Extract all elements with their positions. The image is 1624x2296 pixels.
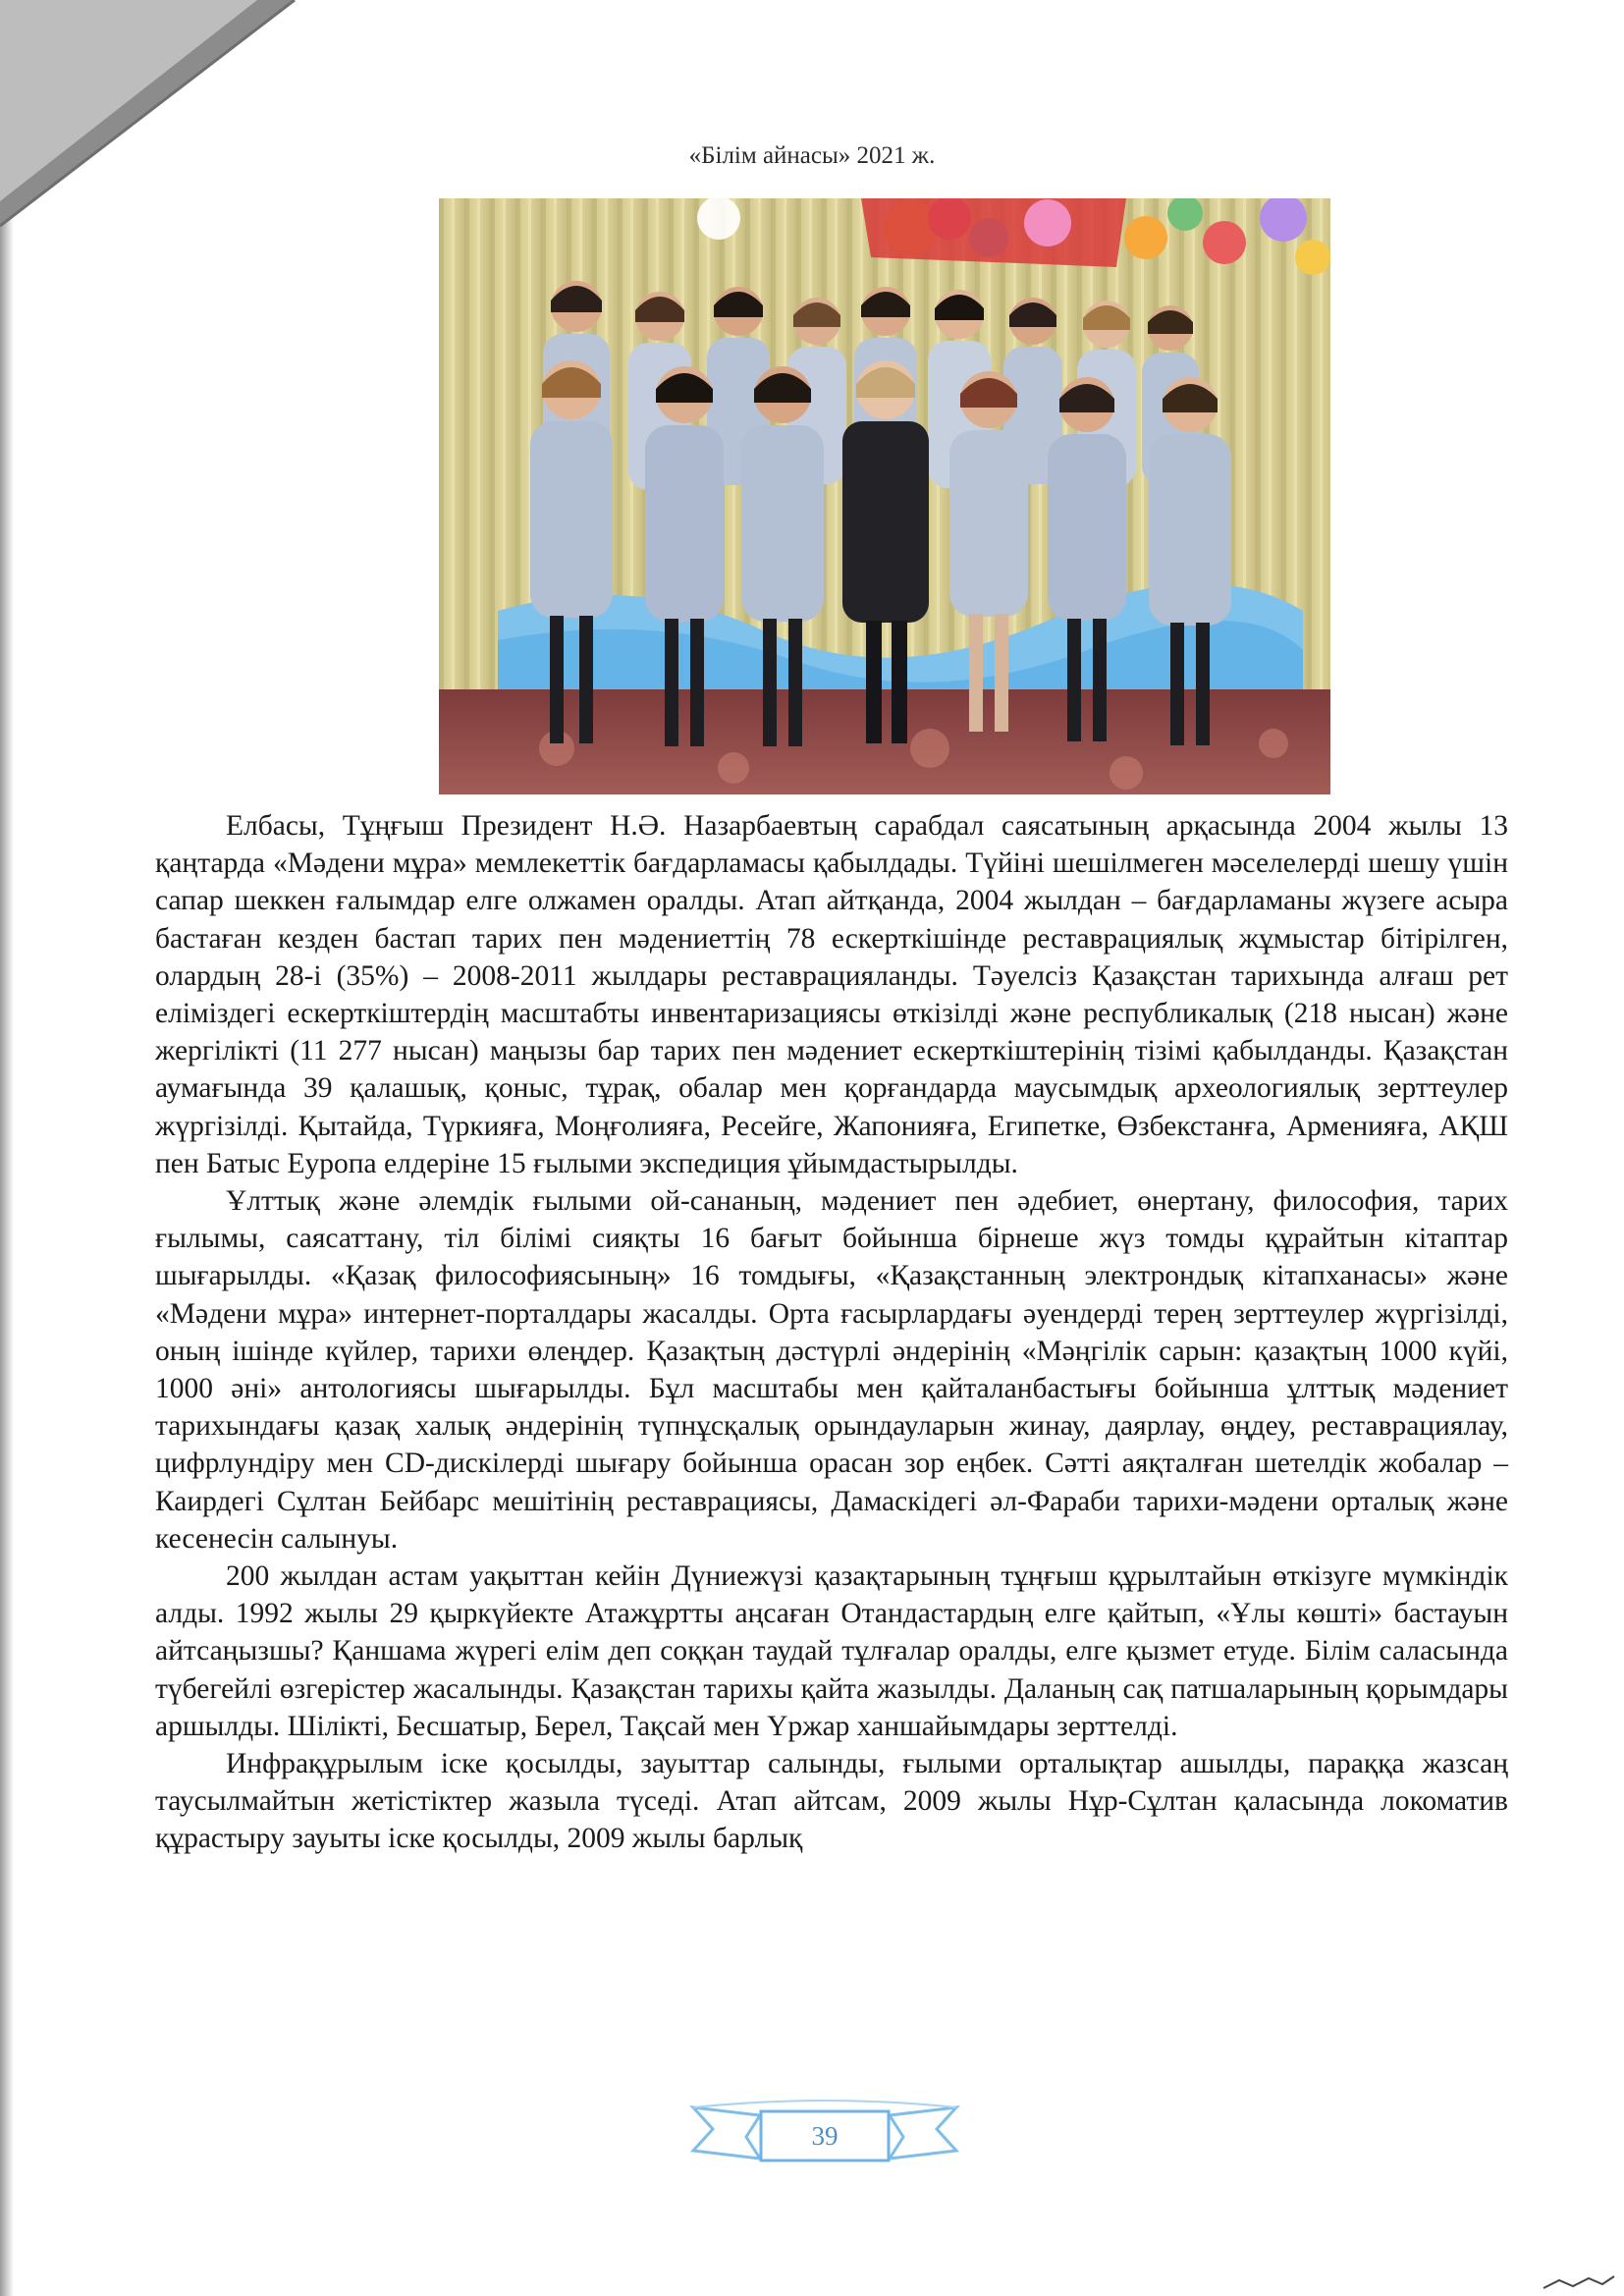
- article-body: [155, 807, 1508, 1858]
- paragraph: 200 жылдан астам уақыттан кейін Дүниежүзі қазақтарының тұңғыш құрылтайын өткізуге мүмкіндік алды. 1992 жылы 29 қыркүйекте Атажұртты аңсаған Отандастардың елге қайтып, «Ұлы көшті» бастауын айтсаңызшы? Қаншама жүрегі елім деп соққан таудай тұлғалар оралды, елге қызмет етуде. Білім саласында түбегейлі өзгерістер жасалынды. Қазақстан тарихы қайта жазылды. Даланың сақ патшаларының қорымдары аршылды. Шілікті, Бесшатыр, Берел, Тақсай мен Үржар ханшайымдары зерттелді.: [155, 1560, 1508, 1742]
- page-number: 39: [811, 2121, 839, 2151]
- scan-edge: [0, 0, 14, 2296]
- page-corner-fold: [0, 0, 353, 255]
- paragraph: Ұлттық және әлемдік ғылыми ой-сананың, мәдениет пен әдебиет, өнертану, философия, тарих ғылымы, саясаттану, тіл білімі сияқты 16 бағыт бойынша бірнеше жүз томды құрайтын кітаптар шығарылды. «Қазақ философиясының» 16 томдығы, «Қазақстанның электрондық кітапханасы» және «Мәдени мұра» интернет-порталдары жасалды. Орта ғасырлардағы әуендерді терең зерттеулер жүргізілді, оның ішінде күйлер, тарихи өлеңдер. Қазақтың дәстүрлі әндерінің «Мәңгілік сарын: қазақтың 1000 күйі, 1000 әні» антологиясы шығарылды. Бұл масштабы мен қайталанбастығы бойынша ұлттық мәдениет тарихындағы қазақ халық әндерінің түпнұсқалық орындауларын жинау, даярлау, өңдеу, реставрациялау, цифрлундіру мен CD-дискілерді шығару бойынша орасан зор еңбек. Сәтті аяқталған шетелдік жобалар – Каирдегі Сұлтан Бейбарс мешітінің реставрациясы, Дамаскідегі әл-Фараби тарихи-мәдени орталық және кесенесін салынуы.: [155, 1185, 1508, 1555]
- running-header: «Білім айнасы» 2021 ж.: [688, 142, 936, 169]
- paragraph: Елбасы, Тұңғыш Президент Н.Ә. Назарбаевтың сарабдал саясатының арқасында 2004 жылы 13 қаңтарда «Мәдени мұра» мемлекеттік бағдарламасы қабылдады. Түйіні шешілмеген мәселелерді шешу үшін сапар шеккен ғалымдар елге олжамен оралды. Атап айтқанда, 2004 жылдан – бағдарламаны жүзеге асыра бастаған кезден бастап тарих пен мәдениеттің 78 ескерткішінде реставрациялық жұмыстар бітірілген, олардың 28-і (35%) – 2008-2011 жылдары реставрацияланды. Тәуелсіз Қазақстан тарихында алғаш рет еліміздегі ескерткіштердің масштабты инвентаризациясы өткізілді және республикалық (218 нысан) және жергілікті (11 277 нысан) маңызы бар тарих пен мәдениет ескерткіштерінің тізімі қабылданды. Қазақстан аумағында 39 қалашық, қоныс, тұрақ, обалар мен қорғандарда маусымдық археологиялық зерттеулер жүргізілді. Қытайда, Түркияға, Моңғолияға, Ресейге, Жапонияға, Египетке, Өзбекстанға, Арменияға, АҚШ пен Батыс Еуропа елдеріне 15 ғылыми экспедиция ұйымдастырылды.: [155, 810, 1508, 1179]
- paragraph: Инфрақұрылым іске қосылды, зауыттар салынды, ғылыми орталықтар ашылды, параққа жазсаң таусылмайтын жетістіктер жазыла түседі. Атап айтсам, 2009 жылы Нұр-Сұлтан қаласында локоматив құрастыру зауыты іске қосылды, 2009 жылы барлық: [155, 1748, 1508, 1855]
- group-photo: [439, 198, 1330, 794]
- group-photo-icon: [439, 198, 1330, 794]
- scan-mark-icon: [1540, 2272, 1618, 2294]
